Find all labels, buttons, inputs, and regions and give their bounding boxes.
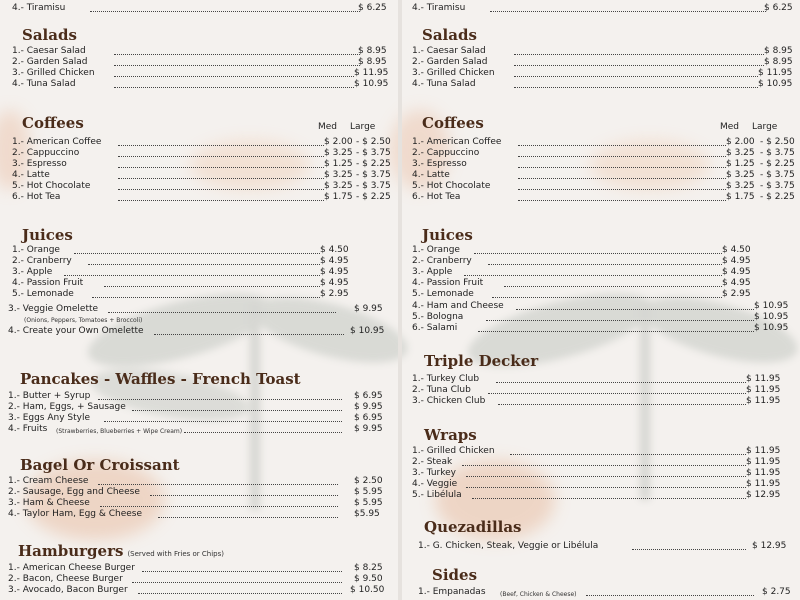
- list-item: 3.- Chicken Club $ 11.95: [412, 396, 781, 406]
- list-item: 1.- Butter + Syrup $ 6.95: [8, 391, 383, 401]
- leader-dots: [118, 200, 324, 201]
- leader-dots: [118, 178, 324, 179]
- size-header-med: Med: [318, 122, 338, 132]
- leader-dots: [504, 286, 722, 287]
- leader-dots: [462, 465, 746, 466]
- list-item: 3.- Grilled Chicken $ 11.95: [12, 68, 389, 78]
- leader-dots: [488, 393, 746, 394]
- leader-dots: [100, 506, 338, 507]
- list-item: 5.- Hot Chocolate $ 3.25 - $ 3.75: [12, 181, 391, 191]
- list-item: 1.- Turkey Club $ 11.95: [412, 374, 781, 384]
- list-item: 2.- Garden Salad $ 8.95: [12, 57, 387, 67]
- leader-dots: [516, 309, 754, 310]
- leader-dots: [488, 264, 722, 265]
- leader-dots: [518, 189, 726, 190]
- section-title-bagel: Bagel Or Croissant: [20, 456, 180, 474]
- list-item: 3.- Ham & Cheese $ 5.95: [8, 498, 383, 508]
- menu-page-right: [400, 0, 800, 600]
- list-item: 2.- Steak $ 11.95: [412, 457, 781, 467]
- size-header-med: Med: [720, 122, 740, 132]
- leader-dots: [518, 145, 726, 146]
- leader-dots: [184, 432, 342, 433]
- leader-dots: [496, 382, 746, 383]
- list-item: 3.- Eggs Any Style $ 6.95: [8, 413, 383, 423]
- list-item: 4.- Passion Fruit $ 4.95: [412, 278, 751, 288]
- list-item: 1.- Orange $ 4.50: [412, 245, 751, 255]
- leader-dots: [114, 76, 354, 77]
- leader-dots: [132, 582, 342, 583]
- leader-dots: [88, 264, 320, 265]
- leader-dots: [154, 334, 344, 335]
- leader-dots: [472, 498, 746, 499]
- leader-dots: [118, 156, 324, 157]
- leader-dots: [514, 76, 758, 77]
- leader-dots: [118, 167, 324, 168]
- leader-dots: [64, 275, 320, 276]
- list-item: 2.- Tuna Club $ 11.95: [412, 385, 781, 395]
- list-item: 4.- Tiramisu $ 6.25: [12, 3, 387, 13]
- section-title-quezadillas: Quezadillas: [424, 518, 522, 536]
- leader-dots: [514, 87, 758, 88]
- leader-dots: [74, 253, 320, 254]
- list-item: 1.- Empanadas (Beef, Chicken & Cheese) $ 2.75: [418, 587, 791, 598]
- list-item: 3.- Apple $ 4.95: [412, 267, 751, 277]
- section-title-juices: Juices: [22, 226, 73, 244]
- list-item: 1.- American Cheese Burger $ 8.25: [8, 563, 383, 573]
- list-item: 3.- Turkey $ 11.95: [412, 468, 781, 478]
- list-item: 6.- Hot Tea $ 1.75 - $ 2.25: [12, 192, 391, 202]
- list-item: 4.- Passion Fruit $ 4.95: [12, 278, 349, 288]
- list-item: 3.- Veggie Omelette $ 9.95: [8, 304, 383, 314]
- list-item: 5.- Lemonade $ 2.95: [12, 289, 349, 299]
- hamburgers-note: (Served with Fries or Chips): [127, 550, 225, 558]
- leader-dots: [98, 399, 342, 400]
- list-item: 4.- Tiramisu $ 6.25: [412, 3, 793, 13]
- list-item: 4.- Tuna Salad $ 10.95: [12, 79, 389, 89]
- leader-dots: [492, 297, 722, 298]
- leader-dots: [510, 454, 746, 455]
- list-item: 1.- G. Chicken, Steak, Veggie or Libélula $ 12.95: [418, 541, 787, 551]
- list-item: 1.- American Coffee $ 2.00 - $ 2.50: [12, 137, 391, 147]
- leader-dots: [114, 87, 354, 88]
- list-item: 1.- Caesar Salad $ 8.95: [412, 46, 793, 56]
- section-title-pancakes: Pancakes - Waffles - French Toast: [20, 370, 301, 388]
- leader-dots: [98, 484, 338, 485]
- section-title-wraps: Wraps: [424, 426, 477, 444]
- list-item: 4.- Ham and Cheese $ 10.95: [412, 301, 789, 311]
- list-item: 5.- Libélula $ 12.95: [412, 490, 781, 500]
- leader-dots: [90, 11, 360, 12]
- list-item: 2.- Ham, Eggs, + Sausage $ 9.95: [8, 402, 383, 412]
- list-item: 2.- Cappuccino $ 3.25 - $ 3.75: [412, 148, 795, 158]
- list-item: 1.- Grilled Chicken $ 11.95: [412, 446, 781, 456]
- list-item: 5.- Bologna $ 10.95: [412, 312, 789, 322]
- leader-dots: [132, 410, 342, 411]
- section-title-coffees: Coffees: [422, 114, 484, 132]
- list-item: 6.- Hot Tea $ 1.75 - $ 2.25: [412, 192, 795, 202]
- leader-dots: [466, 476, 746, 477]
- section-title-triple-decker: Triple Decker: [424, 352, 539, 370]
- leader-dots: [104, 421, 342, 422]
- section-title-hamburgers: [18, 542, 224, 560]
- leader-dots: [150, 495, 338, 496]
- list-item: 5.- Hot Chocolate $ 3.25 - $ 3.75: [412, 181, 795, 191]
- section-title-sides: Sides: [432, 566, 478, 584]
- list-item: 2.- Cappuccino $ 3.25 - $ 3.75: [12, 148, 391, 158]
- list-item: 1.- American Coffee $ 2.00 - $ 2.50: [412, 137, 795, 147]
- leader-dots: [158, 517, 338, 518]
- fruits-note: (Strawberries, Blueberries + Wipe Cream): [56, 428, 183, 435]
- leader-dots: [114, 65, 360, 66]
- leader-dots: [142, 571, 342, 572]
- list-item: 1.- Caesar Salad $ 8.95: [12, 46, 387, 56]
- leader-dots: [104, 286, 320, 287]
- leader-dots: [586, 595, 754, 596]
- list-item: 2.- Sausage, Egg and Cheese $ 5.95: [8, 487, 383, 497]
- size-header-large: Large: [752, 122, 778, 132]
- empanadas-note: (Beef, Chicken & Cheese): [500, 591, 577, 598]
- list-item: 4.- Tuna Salad $ 10.95: [412, 79, 793, 89]
- list-item: 3.- Avocado, Bacon Burger $ 10.50: [8, 585, 385, 595]
- list-item: 5.- Lemonade $ 2.95: [412, 289, 751, 299]
- leader-dots: [518, 178, 726, 179]
- leader-dots: [118, 189, 324, 190]
- leader-dots: [518, 167, 726, 168]
- list-item: 3.- Espresso $ 1.25 - $ 2.25: [412, 159, 795, 169]
- list-item: 6.- Salami $ 10.95: [412, 323, 789, 333]
- list-item: 2.- Cranberry $ 4.95: [412, 256, 751, 266]
- leader-dots: [92, 297, 320, 298]
- leader-dots: [518, 156, 726, 157]
- leader-dots: [490, 11, 766, 12]
- list-item: 4.- Latte $ 3.25 - $ 3.75: [412, 170, 795, 180]
- leader-dots: [498, 404, 746, 405]
- leader-dots: [514, 65, 764, 66]
- list-item: 3.- Espresso $ 1.25 - $ 2.25: [12, 159, 391, 169]
- section-title-salads: Salads: [422, 26, 477, 44]
- leader-dots: [518, 200, 726, 201]
- leader-dots: [486, 320, 754, 321]
- leader-dots: [118, 145, 324, 146]
- list-item: 4.- Create your Own Omelette $ 10.95: [8, 326, 385, 336]
- leader-dots: [478, 331, 754, 332]
- list-item: 2.- Garden Salad $ 8.95: [412, 57, 793, 67]
- list-item: 4.- Fruits (Strawberries, Blueberries + Wipe Cream) $ 9.95: [8, 424, 383, 435]
- list-item: 4.- Taylor Ham, Egg & Cheese $5.95: [8, 509, 380, 519]
- section-title-coffees: Coffees: [22, 114, 84, 132]
- leader-dots: [464, 275, 722, 276]
- section-title-juices: Juices: [422, 226, 473, 244]
- list-item: 4.- Veggie $ 11.95: [412, 479, 781, 489]
- leader-dots: [466, 487, 746, 488]
- list-item: 1.- Cream Cheese $ 2.50: [8, 476, 383, 486]
- size-header-large: Large: [350, 122, 376, 132]
- leader-dots: [114, 54, 360, 55]
- leader-dots: [514, 54, 764, 55]
- list-item: 1.- Orange $ 4.50: [12, 245, 349, 255]
- list-item: 3.- Grilled Chicken $ 11.95: [412, 68, 793, 78]
- leader-dots: [632, 549, 746, 550]
- veggie-omelette-note: (Onions, Peppers, Tomatoes + Broccoli): [24, 317, 143, 324]
- list-item: 4.- Latte $ 3.25 - $ 3.75: [12, 170, 391, 180]
- leader-dots: [108, 312, 336, 313]
- section-title-salads: Salads: [22, 26, 77, 44]
- list-item: 3.- Apple $ 4.95: [12, 267, 349, 277]
- leader-dots: [474, 253, 722, 254]
- list-item: 2.- Cranberry $ 4.95: [12, 256, 349, 266]
- leader-dots: [138, 593, 342, 594]
- section-title-text: Hamburgers: [18, 542, 124, 560]
- list-item: 2.- Bacon, Cheese Burger $ 9.50: [8, 574, 383, 584]
